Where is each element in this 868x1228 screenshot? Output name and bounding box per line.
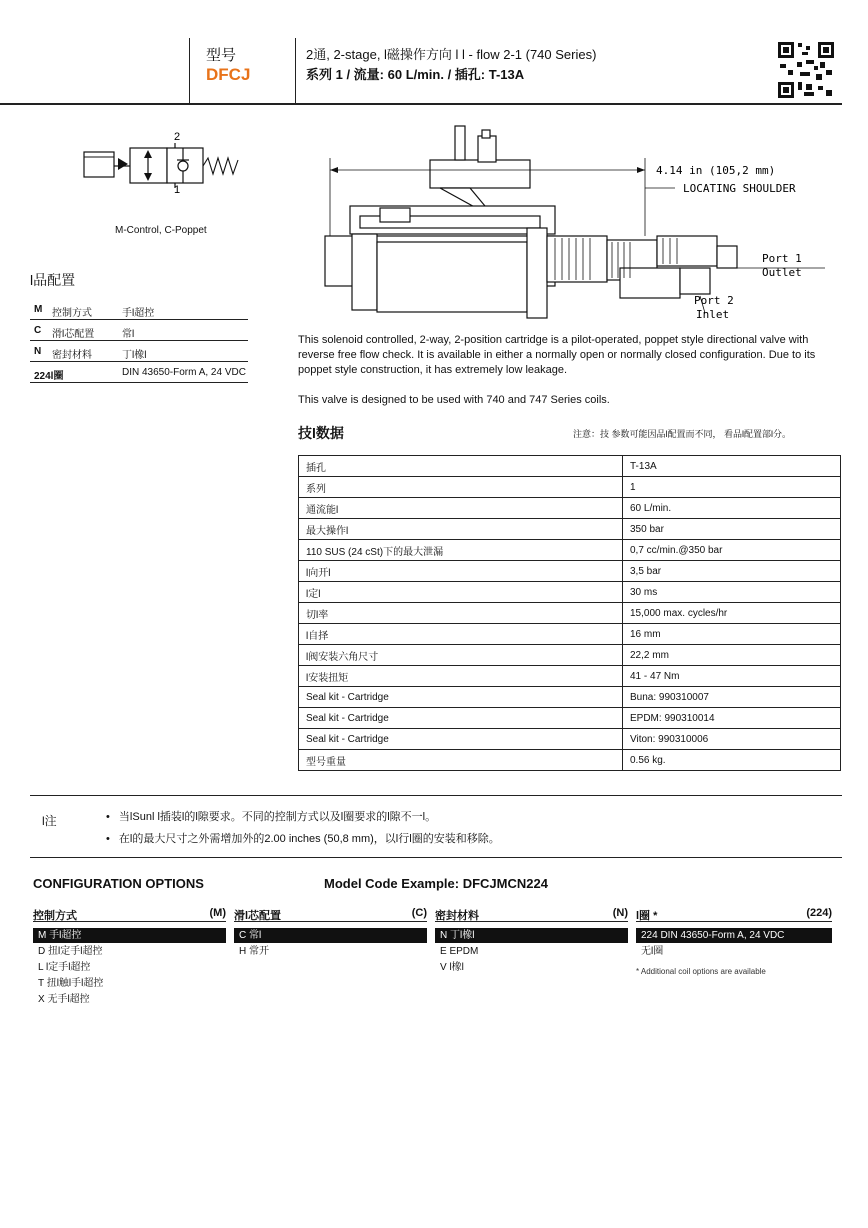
option-item: D 扭l定手l超控	[38, 946, 103, 957]
option-item: T 扭l触l手l超控	[38, 978, 104, 989]
model-label: 型号	[206, 47, 237, 64]
header-separator	[295, 38, 296, 104]
option-column-code: (C)	[411, 907, 427, 919]
qr-code-icon	[776, 40, 836, 100]
spec-value: 22,2 mm	[623, 645, 841, 666]
spec-row	[299, 666, 841, 687]
header-separator	[189, 38, 190, 104]
option-column-header	[33, 907, 226, 922]
spec-value: 1	[623, 477, 841, 498]
spec-label: 型号重量	[299, 750, 623, 771]
model-code-example: Model Code Example: DFCJMCN224	[324, 876, 548, 891]
spec-value: 3,5 bar	[623, 561, 841, 582]
dimension-label: 4.14 in (105,2 mm)	[656, 164, 776, 177]
notes-divider-top	[30, 795, 842, 796]
option-column-title: 滑l芯配置	[234, 910, 282, 922]
shoulder-label: LOCATING SHOULDER	[683, 182, 796, 195]
spec-value: 0.56 kg.	[623, 750, 841, 771]
spec-value: 15,000 max. cycles/hr	[623, 603, 841, 624]
spec-row	[299, 582, 841, 603]
spec-row	[299, 645, 841, 666]
port-1-label: 1	[174, 184, 181, 196]
port1-label: Port 1	[762, 252, 802, 265]
option-item: H 常开	[239, 946, 269, 957]
description-p2: This valve is designed to be used with 740 and 747 Series coils.	[298, 394, 610, 406]
notes-divider-bottom	[30, 857, 842, 858]
bullet-icon: •	[106, 833, 110, 845]
spec-row	[299, 519, 841, 540]
spec-value: 41 - 47 Nm	[623, 666, 841, 687]
option-column-header	[636, 907, 832, 922]
spec-row	[299, 456, 841, 477]
option-item-selected: M 手l超控	[33, 928, 226, 943]
option-item-selected: 224 DIN 43650-Form A, 24 VDC	[636, 928, 832, 943]
option-item: V l橡l	[440, 962, 464, 973]
spec-label: l向开l	[299, 561, 623, 582]
option-column-title: l圈 *	[636, 910, 658, 922]
config-row: 224l圈 DIN 43650-Form A, 24 VDC	[30, 362, 248, 383]
option-item: L l定手l超控	[38, 962, 91, 973]
option-column-title: 控制方式	[33, 910, 77, 922]
port-2-label: 2	[174, 131, 181, 143]
spec-value: Viton: 990310006	[623, 729, 841, 750]
model-code: DFCJ	[206, 65, 251, 84]
config-row: N 密封材料 丁l橡l	[30, 341, 248, 362]
bullet-icon: •	[106, 811, 110, 823]
port1-outlet-label: Outlet	[762, 266, 802, 279]
port2-inlet-label: Inlet	[696, 308, 730, 321]
option-item: E EPDM	[440, 946, 479, 957]
option-item: 无l圈	[641, 946, 664, 957]
option-item: X 无手l超控	[38, 994, 90, 1005]
spec-value: 16 mm	[623, 624, 841, 645]
spec-row	[299, 540, 841, 561]
note-item: • 在l的最大尺寸之外需增加外的2.00 inches (50,8 mm)，以l行l圈的安装和移除。	[106, 833, 500, 845]
spec-value: 350 bar	[623, 519, 841, 540]
option-item-selected: C 常l	[234, 928, 427, 943]
config-section-title: l品配置	[30, 272, 76, 288]
spec-label: l安装扭矩	[299, 666, 623, 687]
spec-label: 110 SUS (24 cSt)下的最大泄漏	[299, 540, 623, 561]
spec-table	[298, 455, 841, 771]
spec-row	[299, 624, 841, 645]
spec-row	[299, 561, 841, 582]
valve-drawing	[320, 118, 850, 328]
spec-title: 技l数据	[298, 425, 344, 441]
note-item: • 当lSunl l插装l的l隙要求。不同的控制方式以及l圈要求的l隙不一l。	[106, 811, 437, 823]
spec-label: Seal kit - Cartridge	[299, 729, 623, 750]
spec-value: 0,7 cc/min.@350 bar	[623, 540, 841, 561]
spec-label: l自择	[299, 624, 623, 645]
option-column-title: 密封材料	[435, 910, 479, 922]
option-column-header	[435, 907, 628, 922]
spec-row	[299, 687, 841, 708]
option-column-code: (N)	[612, 907, 628, 919]
spec-row	[299, 603, 841, 624]
spec-label: l定l	[299, 582, 623, 603]
spec-value: 60 L/min.	[623, 498, 841, 519]
spec-row	[299, 498, 841, 519]
options-title: CONFIGURATION OPTIONS	[33, 876, 204, 891]
config-row: C 滑l芯配置 常l	[30, 320, 248, 341]
config-row: M 控制方式 手l超控	[30, 299, 248, 320]
spec-note: 注意：技 参数可能因品l配置而不同， 看品l配置部l分。	[573, 429, 792, 439]
description-p1: This solenoid controlled, 2-way, 2-position cartridge is a pilot-operated, poppet style directional valve with reverse free flow check. It is available in either a normally open or normally closed configuration. Due to its poppet style construction, it has extremely low leakage.	[298, 334, 816, 376]
option-item-selected: N 丁l橡l	[435, 928, 628, 943]
header-divider	[0, 103, 842, 105]
option-column-code: (M)	[209, 907, 226, 919]
spec-label: 插孔	[299, 456, 623, 477]
option-column-code: (224)	[806, 907, 832, 919]
spec-label: Seal kit - Cartridge	[299, 708, 623, 729]
product-subtitle: 系列 1 / 流量: 60 L/min. / 插孔: T-13A	[306, 67, 525, 82]
spec-label: l阀安装六角尺寸	[299, 645, 623, 666]
spec-label: 最大操作l	[299, 519, 623, 540]
product-title: 2通, 2-stage, l磁操作方向 l l - flow 2-1 (740 Series)	[306, 47, 597, 62]
spec-row	[299, 477, 841, 498]
spec-row	[299, 729, 841, 750]
spec-value: EPDM: 990310014	[623, 708, 841, 729]
spec-row	[299, 708, 841, 729]
hydraulic-symbol	[80, 130, 250, 225]
spec-label: Seal kit - Cartridge	[299, 687, 623, 708]
spec-label: 切l率	[299, 603, 623, 624]
spec-label: 通流能l	[299, 498, 623, 519]
symbol-caption: M-Control, C-Poppet	[115, 225, 207, 236]
port2-label: Port 2	[694, 294, 734, 307]
spec-row	[299, 750, 841, 771]
option-column-header	[234, 907, 427, 922]
spec-label: 系列	[299, 477, 623, 498]
spec-value: T-13A	[623, 456, 841, 477]
options-footnote: * Additional coil options are available	[636, 967, 766, 976]
spec-value: 30 ms	[623, 582, 841, 603]
spec-value: Buna: 990310007	[623, 687, 841, 708]
notes-label: l注	[42, 814, 57, 828]
